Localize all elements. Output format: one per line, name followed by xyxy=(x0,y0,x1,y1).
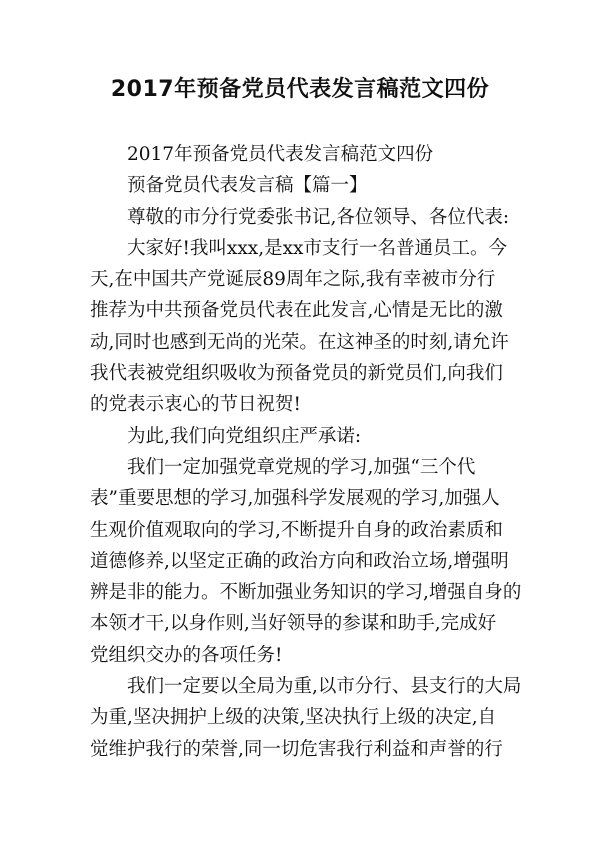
salutation-line: 尊敬的市分行党委张书记,各位领导、各位代表: xyxy=(127,206,510,228)
paragraph-line: 道德修养,以坚定正确的政治方向和政治立场,增强明 xyxy=(90,550,509,572)
paragraph-line: 我们一定要以全局为重,以市分行、县支行的大局 xyxy=(127,676,522,698)
paragraph-line: 推荐为中共预备党员代表在此发言,心情是无比的激 xyxy=(90,300,503,322)
paragraph-line: 动,同时也感到无尚的光荣。在这神圣的时刻,请允许 xyxy=(90,331,509,353)
paragraph-line: 天,在中国共产党诞辰89周年之际,我有幸被市分行 xyxy=(90,269,496,291)
paragraph-line: 生观价值观取向的学习,不断提升自身的政治素质和 xyxy=(90,519,503,541)
subtitle-line: 2017年预备党员代表发言稿范文四份 xyxy=(127,144,434,165)
paragraph-line: 辨是非的能力。不断加强业务知识的学习,增强自身的 xyxy=(90,582,522,604)
paragraph-line: 我们一定加强党章党规的学习,加强“三个代 xyxy=(127,456,476,478)
paragraph-line: 为重,坚决拥护上级的决策,坚决执行上级的决定,自 xyxy=(90,707,497,729)
paragraph-line: 觉维护我行的荣誉,同一切危害我行利益和声誉的行 xyxy=(90,738,503,760)
paragraph-line: 表”重要思想的学习,加强科学发展观的学习,加强人 xyxy=(90,488,500,510)
document-body xyxy=(90,139,522,765)
paragraph-line: 党组织交办的各项任务! xyxy=(90,644,283,666)
paragraph-line: 的党表示衷心的节日祝贺! xyxy=(90,394,301,416)
paragraph-line: 我代表被党组织吸收为预备党员的新党员们,向我们 xyxy=(90,363,503,385)
paragraph-line: 为此,我们向党组织庄严承诺: xyxy=(127,425,362,447)
paragraph-line: 本领才干,以身作则,当好领导的参谋和助手,完成好 xyxy=(90,613,497,635)
paragraph-line: 大家好!我叫xxx,是xx市支行一名普通员工。今 xyxy=(127,237,507,259)
page-title: 2017年预备党员代表发言稿范文四份 xyxy=(110,77,490,102)
section-heading: 预备党员代表发言稿【篇一】 xyxy=(127,175,368,197)
